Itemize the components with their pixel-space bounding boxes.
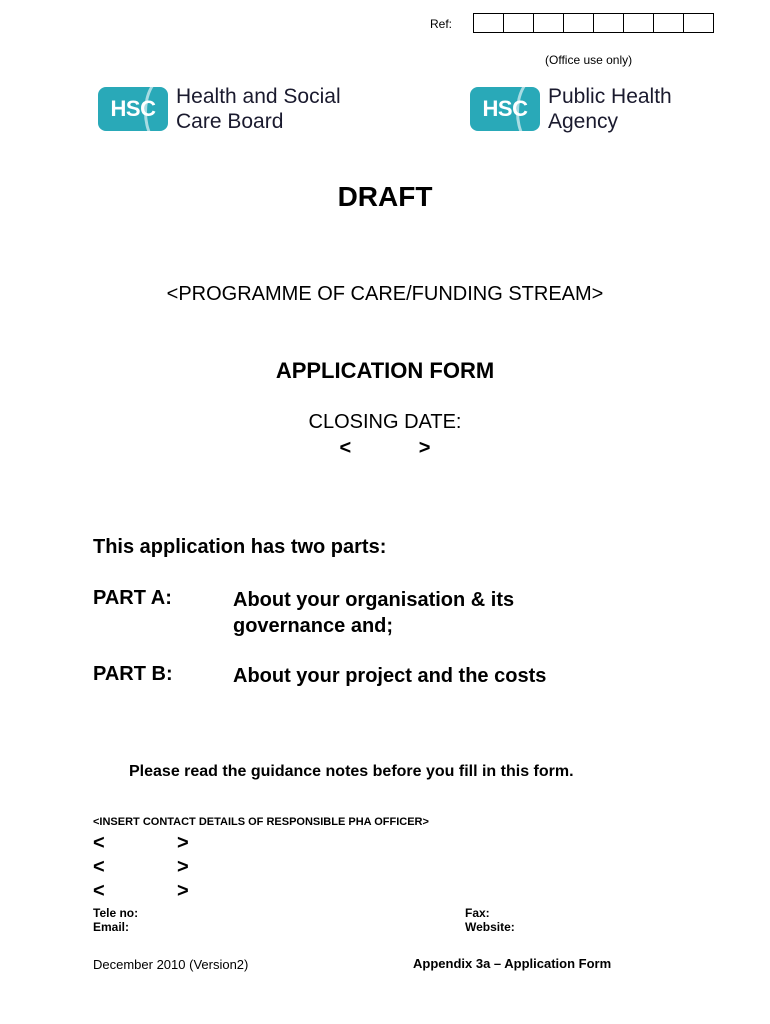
fax-label: Fax: bbox=[465, 906, 490, 920]
ref-boxes bbox=[474, 13, 714, 33]
ref-box[interactable] bbox=[623, 13, 654, 33]
contact-heading: <INSERT CONTACT DETAILS OF RESPONSIBLE PHA OFFICER> bbox=[93, 816, 429, 828]
tele-label: Tele no: bbox=[93, 906, 139, 920]
email-label: Email: bbox=[93, 920, 130, 934]
website-label: Website: bbox=[465, 920, 515, 934]
part-b-text: About your project and the costs bbox=[233, 665, 547, 687]
form-title: APPLICATION FORM bbox=[275, 358, 495, 383]
ref-box[interactable] bbox=[653, 13, 684, 33]
part-a-text: About your organisation & its governance and; bbox=[233, 589, 515, 637]
ref-box[interactable] bbox=[593, 13, 624, 33]
ref-label: Ref: bbox=[430, 17, 453, 31]
closing-date-placeholder: < > bbox=[339, 437, 431, 459]
logo-line: Health and Social bbox=[176, 85, 341, 108]
ref-box[interactable] bbox=[503, 13, 534, 33]
office-use-note: (Office use only) bbox=[545, 53, 633, 67]
contact-placeholder-row: < > bbox=[93, 832, 189, 854]
contact-placeholder-row: < > bbox=[93, 880, 189, 902]
logo-line: Care Board bbox=[176, 110, 284, 133]
part-a-label: PART A: bbox=[93, 587, 172, 609]
hscb-logo bbox=[98, 84, 341, 134]
logo-line: Agency bbox=[548, 110, 619, 133]
logo-line: Public Health bbox=[548, 85, 672, 108]
footer-appendix: Appendix 3a – Application Form bbox=[413, 956, 612, 971]
part-b-label: PART B: bbox=[93, 663, 173, 685]
intro-text: This application has two parts: bbox=[93, 536, 387, 558]
contact-placeholder-row: < > bbox=[93, 856, 189, 878]
hsc-badge-icon: HSC bbox=[470, 87, 540, 131]
guidance-note: Please read the guidance notes before you fill in this form. bbox=[129, 763, 574, 780]
footer-version: December 2010 (Version2) bbox=[93, 957, 249, 972]
pha-logo bbox=[470, 84, 672, 134]
programme-placeholder: <PROGRAMME OF CARE/FUNDING STREAM> bbox=[166, 283, 604, 305]
ref-box[interactable] bbox=[683, 13, 714, 33]
ref-box[interactable] bbox=[473, 13, 504, 33]
closing-date-label: CLOSING DATE: bbox=[308, 411, 462, 433]
hsc-badge-icon: HSC bbox=[98, 87, 168, 131]
ref-box[interactable] bbox=[563, 13, 594, 33]
ref-box[interactable] bbox=[533, 13, 564, 33]
draft-title: DRAFT bbox=[337, 181, 433, 212]
